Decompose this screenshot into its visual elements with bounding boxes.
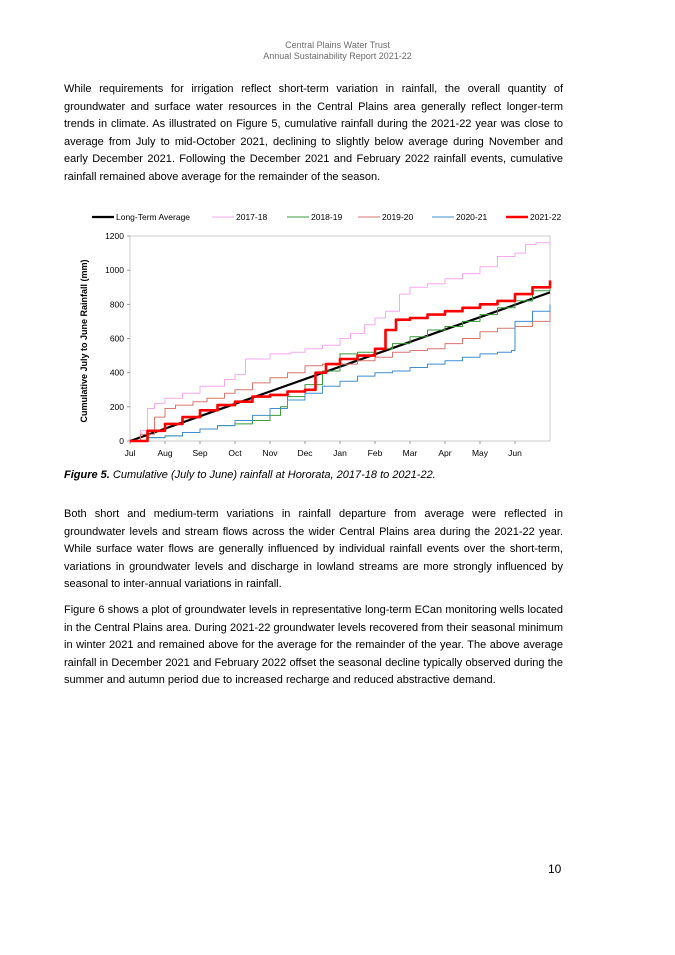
rainfall-chart	[60, 205, 580, 460]
x-tick-label: Apr	[438, 448, 452, 458]
chart-y-axis-label: Cumulative July to June Rainfall (mm)	[79, 259, 89, 423]
x-tick-label: Sep	[192, 448, 208, 458]
page-header	[0, 40, 675, 62]
y-tick-label: 600	[109, 333, 124, 344]
y-tick-label: 200	[109, 401, 124, 412]
paragraph-rainfall-intro: While requirements for irrigation reflect short-term variation in rainfall, the overall quantity of groundwater and surface water resources in the Central Plains area generally reflect longer-term trends in climate. As illustrated on Figure 5, cumulative rainfall during the 2021-22 year was close to average from July to mid-October 2021, declining to slightly below average during November and early December 2021. Following the December 2021 and February 2022 rainfall events, cumulative rainfall remained above average for the remainder of the season.	[64, 83, 563, 183]
y-tick-label: 0	[119, 436, 124, 446]
series-line-2020-21	[130, 304, 550, 441]
series-line-2017-18	[130, 241, 550, 441]
x-tick-label: Jun	[508, 448, 522, 458]
chart-series	[130, 241, 550, 441]
x-tick-label: Nov	[262, 448, 278, 458]
paragraph-groundwater-levels: Figure 6 shows a plot of groundwater levels in representative long-term ECan monitoring wells located in the Central Plains area. During 2021-22 groundwater levels recovered from their seasonal minimum in winter 2021 and remained above for the average for the remainder of the year. The above average rainfall in December 2021 and February 2022 offset the seasonal decline typically observed during the summer and autumn period due to increased recharge and reduced abstractive demand.	[64, 604, 563, 687]
legend-label: 2018-19	[311, 212, 343, 222]
x-tick-label: May	[471, 448, 489, 458]
legend-label: 2021-22	[530, 212, 562, 222]
legend-label: Long-Term Average	[116, 212, 191, 222]
y-tick-label: 800	[109, 299, 124, 310]
x-tick-label: Feb	[367, 448, 383, 458]
series-line-2019-20	[130, 311, 550, 441]
x-tick-label: Dec	[297, 448, 313, 458]
figure-caption-text: Cumulative (July to June) rainfall at Hororata, 2017-18 to 2021-22.	[109, 469, 436, 481]
paragraph-rainfall-variation: Both short and medium-term variations in rainfall departure from average were reflected in groundwater levels and stream flows across the wider Central Plains area during the 2021-22 year. While surface water flows are generally influenced by individual rainfall events over the short-term, variations in groundwater levels and discharge in lowland streams are more strongly influenced by seasonal to inter-annual variations in rainfall.	[64, 508, 563, 591]
x-tick-label: Jan	[333, 448, 347, 458]
x-tick-label: Jul	[124, 448, 136, 458]
chart-legend	[92, 212, 561, 222]
header-org-name: Central Plains Water Trust	[285, 40, 390, 50]
legend-label: 2019-20	[382, 212, 414, 222]
figure-caption	[64, 468, 584, 482]
series-line-2021-22	[130, 280, 550, 441]
page-number: 10	[548, 862, 562, 876]
x-tick-label: Mar	[402, 448, 418, 458]
legend-label: 2017-18	[236, 212, 268, 222]
y-tick-label: 1200	[105, 231, 124, 241]
x-tick-label: Oct	[228, 448, 242, 458]
x-tick-label: Aug	[157, 448, 173, 458]
legend-label: 2020-21	[456, 212, 488, 222]
figure-caption-label: Figure 5.	[64, 469, 110, 481]
y-tick-label: 400	[109, 367, 124, 378]
y-tick-label: 1000	[105, 265, 124, 276]
header-report-title: Annual Sustainability Report 2021-22	[263, 51, 412, 61]
